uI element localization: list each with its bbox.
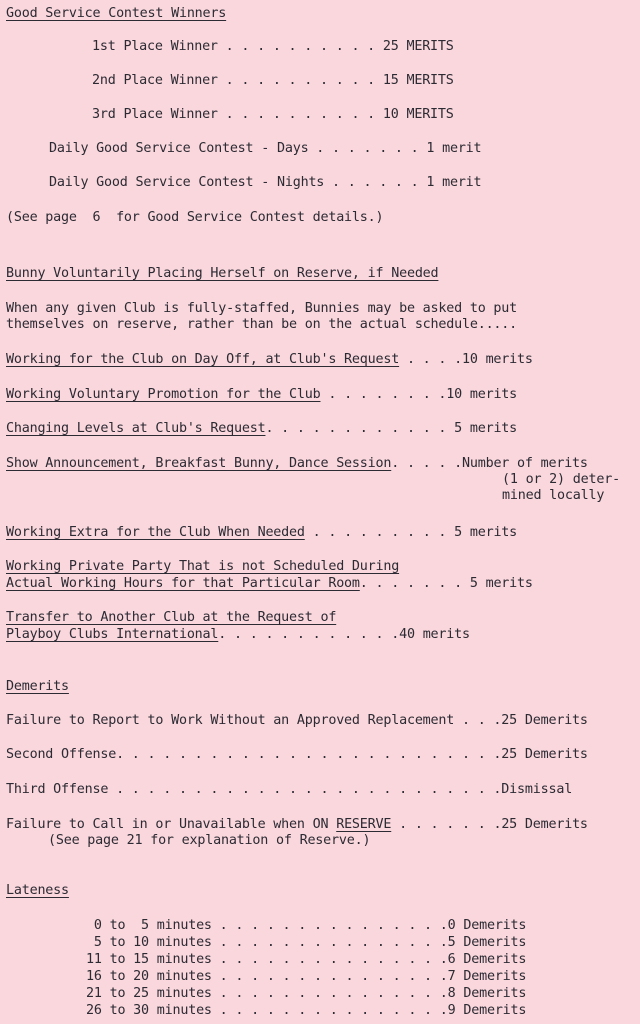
good-service-note: (See page 6 for Good Service Contest details.): [6, 210, 384, 225]
demerits-heading: Demerits: [6, 679, 69, 694]
transfer-value: . . . . . . . . . . . .40 merits: [218, 627, 470, 642]
lateness-row: 5 to 10 minutes . . . . . . . . . . . . . . .5 Demerits: [86, 935, 527, 950]
merit-show: [6, 456, 588, 472]
merit-show-label: Show Announcement, Breakfast Bunny, Dance Session: [6, 456, 392, 471]
private-party-line2: [6, 576, 533, 592]
merit-show-note-line3: mined locally: [502, 488, 605, 503]
third-place-line: 3rd Place Winner . . . . . . . . . . 10 MERITS: [92, 107, 454, 122]
merit-show-value: . . . . .Number of merits: [391, 456, 588, 471]
demerit-reserve-post: . . . . . . .25 Demerits: [391, 817, 588, 832]
second-place-line: 2nd Place Winner . . . . . . . . . . 15 MERITS: [92, 73, 454, 88]
merit-promotion-value: . . . . . . . .10 merits: [320, 387, 518, 402]
merit-promotion: [6, 387, 517, 403]
demerit-reserve-note: (See page 21 for explanation of Reserve.): [48, 833, 371, 848]
merit-levels-label: Changing Levels at Club's Request: [6, 421, 266, 436]
demerit-failure: Failure to Report to Work Without an Approved Replacement . . .25 Demerits: [6, 713, 588, 728]
transfer-line2-label: Playboy Clubs International: [6, 627, 219, 642]
demerit-reserve-pre: Failure to Call in or Unavailable when ON: [6, 817, 337, 832]
merit-promotion-label: Working Voluntary Promotion for the Club: [6, 387, 321, 402]
reserve-desc-line1: When any given Club is fully-staffed, Bunnies may be asked to put: [6, 301, 518, 316]
lateness-row: 26 to 30 minutes . . . . . . . . . . . . . . .9 Demerits: [86, 1003, 527, 1018]
demerit-third: Third Offense . . . . . . . . . . . . . . . . . . . . . . . . .Dismissal: [6, 782, 573, 797]
merit-day-off-value: . . . .10 merits: [399, 352, 533, 367]
daily-days-line: Daily Good Service Contest - Days . . . . . . . 1 merit: [49, 141, 482, 156]
reserve-heading: Bunny Voluntarily Placing Herself on Reserve, if Needed: [6, 266, 439, 281]
demerit-second: Second Offense. . . . . . . . . . . . . . . . . . . . . . . . .25 Demerits: [6, 747, 588, 762]
demerit-reserve: [6, 817, 588, 833]
reserve-desc-line2: themselves on reserve, rather than be on the actual schedule.....: [6, 317, 518, 332]
good-service-heading: Good Service Contest Winners: [6, 6, 227, 21]
lateness-heading: Lateness: [6, 883, 69, 898]
lateness-row: 11 to 15 minutes . . . . . . . . . . . . . . .6 Demerits: [86, 952, 527, 967]
merit-show-note-line2: (1 or 2) deter-: [502, 472, 620, 487]
merit-extra-value: . . . . . . . . . 5 merits: [304, 525, 518, 540]
private-party-line2-label: Actual Working Hours for that Particular Room: [6, 576, 360, 591]
daily-nights-line: Daily Good Service Contest - Nights . . . . . . 1 merit: [49, 175, 482, 190]
merit-extra: [6, 525, 517, 541]
merit-day-off-label: Working for the Club on Day Off, at Club's Request: [6, 352, 400, 367]
first-place-line: 1st Place Winner . . . . . . . . . . 25 MERITS: [92, 39, 454, 54]
private-party-value: . . . . . . . 5 merits: [359, 576, 533, 591]
lateness-row: 0 to 5 minutes . . . . . . . . . . . . . . .0 Demerits: [86, 918, 527, 933]
lateness-row: 21 to 25 minutes . . . . . . . . . . . . . . .8 Demerits: [86, 986, 527, 1001]
merit-levels-value: . . . . . . . . . . . . 5 merits: [265, 421, 518, 436]
private-party-line1: Working Private Party That is not Scheduled During: [6, 559, 400, 574]
transfer-line2: [6, 627, 470, 643]
transfer-line1: Transfer to Another Club at the Request of: [6, 610, 337, 625]
merit-extra-label: Working Extra for the Club When Needed: [6, 525, 305, 540]
lateness-row: 16 to 20 minutes . . . . . . . . . . . . . . .7 Demerits: [86, 969, 527, 984]
merit-day-off: [6, 352, 533, 368]
demerit-reserve-word: RESERVE: [336, 817, 392, 832]
merit-levels: [6, 421, 517, 437]
